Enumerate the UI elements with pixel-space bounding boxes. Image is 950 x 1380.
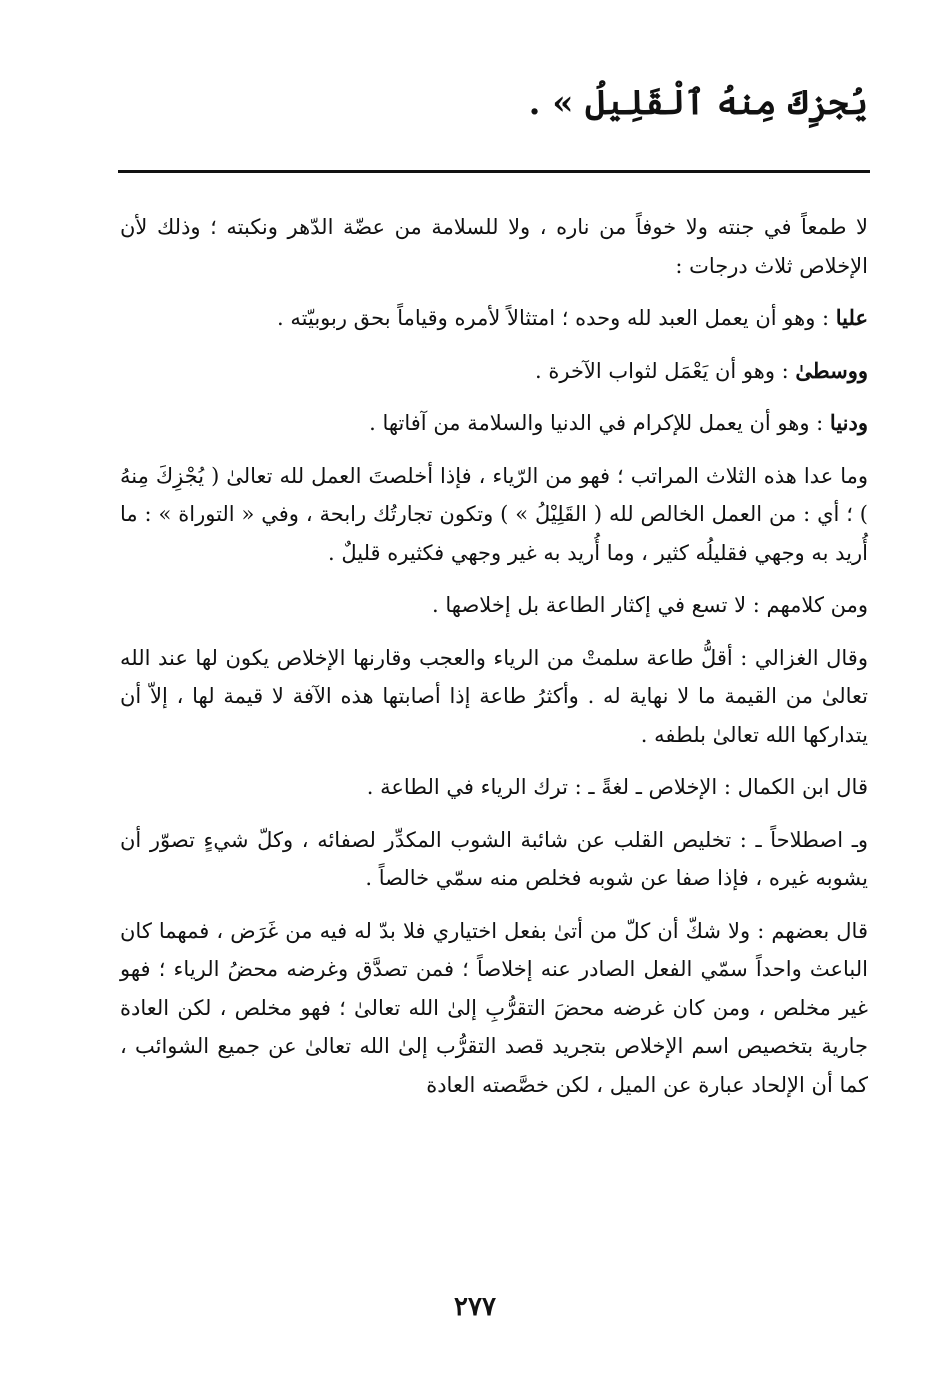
degree-label: ودنيا	[829, 410, 868, 435]
paragraph-text: ومن كلامهم : لا تسع في إكثار الطاعة بل إخلاصها .	[432, 593, 868, 617]
paragraph-some-said	[120, 912, 868, 1105]
header-quote: يُجزِكَ مِنهُ ٱلْقَلِيلُ » .	[528, 83, 868, 123]
paragraph-text: قال بعضهم : ولا شكّ أن كلّ من أتىٰ بفعل اختياري فلا بدّ له فيه من غَرَض ، فمهما كان الباعث واحداً سمّي الفعل الصادر عنه إخلاصاً ؛ فمن تصدَّق وغرضه محضُ الرياء ؛ فهو غير مخلص ، ومن كان غرضه محضَ التقرُّبِ إلىٰ الله تعالىٰ ؛ فهو مخلص ، لكن العادة جارية بتخصيص اسم الإخلاص بتجريد قصد التقرُّب إلىٰ الله تعالىٰ عن جميع الشوائب ، كما أن الإلحاد عبارة عن الميل ، لكن خصَّصته العادة	[120, 918, 868, 1097]
page-number: ٢٧٧	[454, 1292, 496, 1322]
header-divider	[118, 170, 870, 173]
paragraph-ibn-kamal	[120, 768, 868, 807]
paragraph-text: لا طمعاً في جنته ولا خوفاً من ناره ، ولا للسلامة من عضّة الدّهر ونكبته ؛ وذلك لأن الإخلاص ثلاث درجات :	[120, 215, 868, 278]
paragraph-text: : وهو أن يَعْمَل لثواب الآخرة .	[535, 358, 796, 383]
paragraph-definition	[120, 821, 868, 898]
paragraph-degree-middle	[120, 352, 868, 391]
paragraph-degree-lowest	[120, 404, 868, 443]
paragraph-intro	[120, 208, 868, 285]
paragraph-text: وقال الغزالي : أقلُّ طاعة سلمتْ من الرياء والعجب وقارنها الإخلاص يكون لها عند الله تعالىٰ من القيمة ما لا نهاية له . وأكثرُ طاعة إذا أصابتها هذه الآفة لا قيمة لها ، إلاّ أن يتداركها الله تعالىٰ بلطفه .	[120, 645, 868, 747]
paragraph-text: وما عدا هذه الثلاث المراتب ؛ فهو من الرّياء ، فإذا أخلصتَ العمل لله تعالىٰ ( يُجْزِكَ مِنهُ ) ؛ أي : من العمل الخالص لله ( القَلِيْلُ » ) وتكون تجارتُك رابحة ، وفي « التوراة » : ما أُريد به وجهي فقليلُه كثير ، وما أُريد به غير وجهي فكثيره قليلٌ .	[120, 463, 868, 565]
paragraph-text: وـ اصطلاحاً ـ : تخليص القلب عن شائبة الشوب المكدِّر لصفائه ، وكلّ شيءٍ تصوّر أن يشوبه غيره ، فإذا صفا عن شوبه فخلص منه سمّي خالصاً .	[120, 827, 868, 890]
paragraph-degree-highest	[120, 299, 868, 338]
paragraph-text: : وهو أن يعمل العبد لله وحده ؛ امتثالاً لأمره وقياماً بحق ربوبيّته .	[277, 306, 836, 330]
paragraph-ghazali	[120, 639, 868, 755]
degree-label: عليا	[835, 305, 868, 330]
paragraph-other-ranks	[120, 457, 868, 573]
paragraph-text: : وهو أن يعمل للإكرام في الدنيا والسلامة من آفاتها .	[369, 411, 830, 435]
paragraph-sayings	[120, 586, 868, 625]
paragraph-text: قال ابن الكمال : الإخلاص ـ لغةً ـ : ترك الرياء في الطاعة .	[366, 775, 868, 799]
degree-label: ووسطىٰ	[795, 357, 868, 383]
body-text	[120, 208, 868, 1104]
